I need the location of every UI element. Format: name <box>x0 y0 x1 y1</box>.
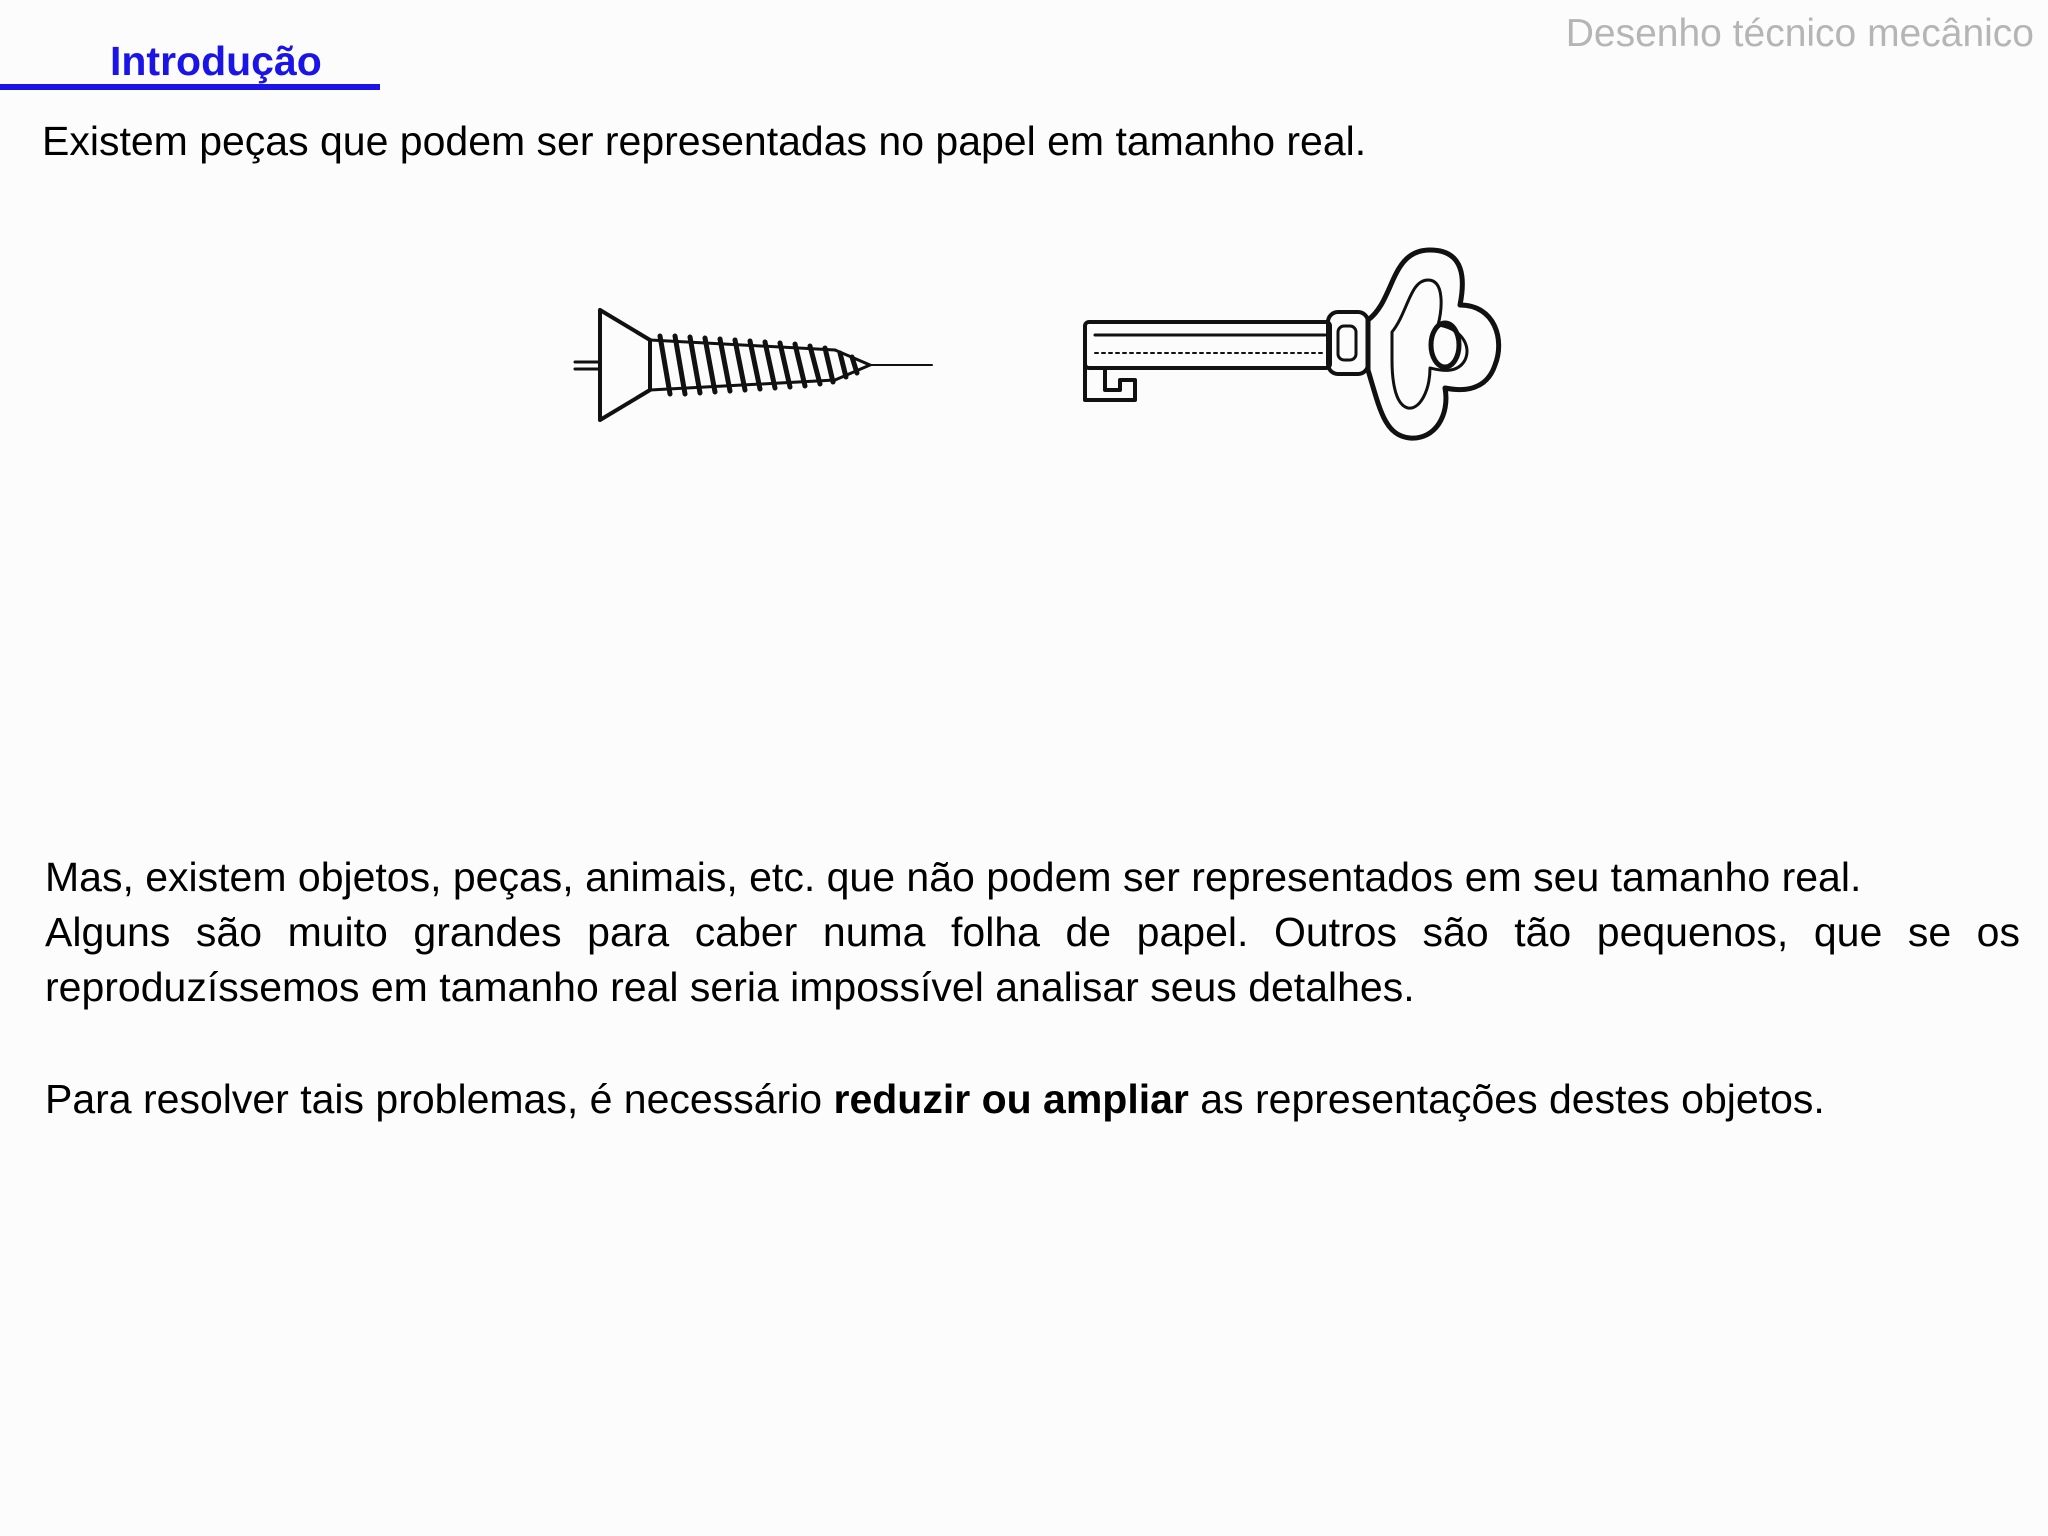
paragraph-spacer <box>45 1015 2020 1072</box>
document-header-tag: Desenho técnico mecânico <box>1565 12 2034 55</box>
paragraph-3-prefix: Para resolver tais problemas, é necessário <box>45 1076 834 1122</box>
section-title <box>0 36 380 90</box>
screw-illustration <box>575 310 932 420</box>
key-illustration <box>1085 250 1499 438</box>
body-text <box>45 850 2020 1127</box>
paragraph-3-emphasis: reduzir ou ampliar <box>833 1076 1189 1122</box>
paragraph-1: Mas, existem objetos, peças, animais, etc. que não podem ser representados em seu tamanho real. <box>45 854 1862 900</box>
paragraph-2: Alguns são muito grandes para caber numa folha de papel. Outros são tão pequenos, que se os reproduzíssemos em tamanho real seria impossível analisar seus detalhes. <box>45 909 2020 1010</box>
section-title-text: Introdução <box>110 38 322 84</box>
intro-sentence: Existem peças que podem ser representadas no papel em tamanho real. <box>42 118 1367 164</box>
paragraph-3 <box>45 1072 2020 1127</box>
paragraph-3-suffix: as representações destes objetos. <box>1188 1076 1825 1122</box>
illustrations <box>560 240 1520 460</box>
screw-and-key-drawing <box>560 240 1520 460</box>
